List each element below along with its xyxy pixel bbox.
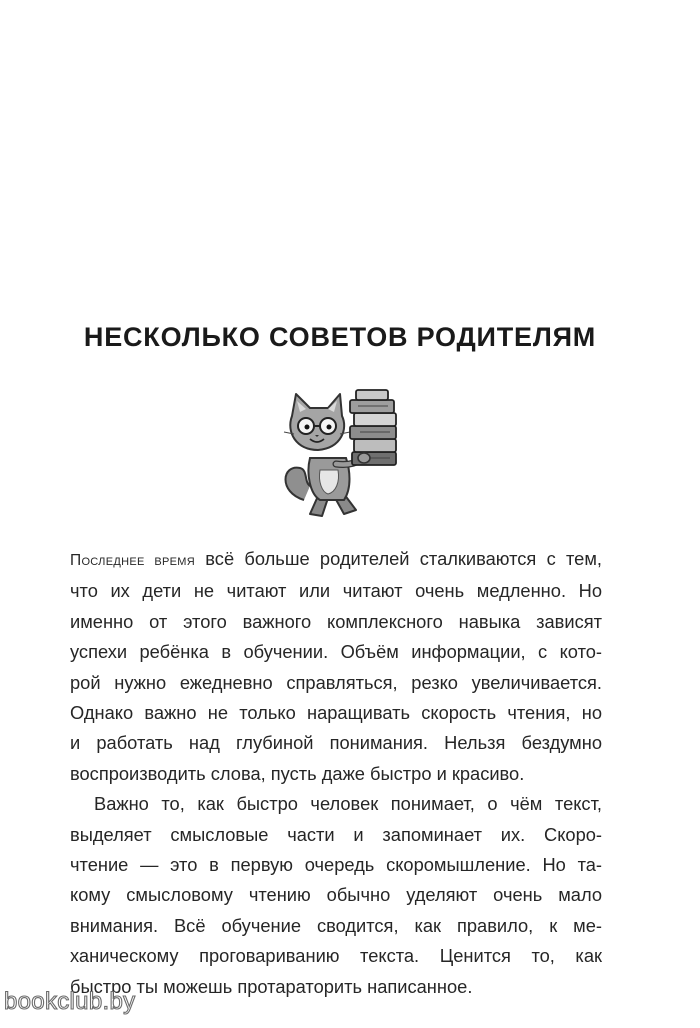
text-line: Однако важно не только наращивать скорость чтения, но <box>70 702 602 724</box>
text-line: чтение — это в первую очередь скоромышление. Но та- <box>70 854 602 876</box>
paragraph-1 <box>70 544 602 789</box>
text-line <box>70 544 602 576</box>
text-line: кому смысловому чтению обычно уделяют очень мало <box>70 884 602 906</box>
text-line: именно от этого важного комплексного навыка зависят <box>70 610 602 632</box>
page-title: НЕСКОЛЬКО СОВЕТОВ РОДИТЕЛЯМ <box>83 322 597 352</box>
text-line: что их дети не читают или читают очень медленно. Но <box>70 580 602 602</box>
text-line: выделяет смысловые части и запоминает их. Скоро- <box>70 823 602 845</box>
text-line: и работать над глубиной понимания. Нельзя бездумно <box>70 732 602 754</box>
text-line: быстро ты можешь протараторить написанное. <box>70 975 473 997</box>
lead-in-small-caps: Последнее время <box>70 552 196 569</box>
paragraph-2 <box>70 789 602 1002</box>
text-line: ханическому проговариванию текста. Ценится то, как <box>70 945 602 967</box>
text-line-rest: всё больше родителей сталкиваются с тем, <box>195 548 602 569</box>
cat-carrying-books-illustration <box>270 382 420 532</box>
text-line: внимания. Всё обучение сводится, как правило, к ме- <box>70 914 602 936</box>
body-text <box>70 544 602 1002</box>
watermark: bookclub.by <box>4 988 136 1015</box>
text-line: воспроизводить слова, пусть даже быстро и красиво. <box>70 762 525 784</box>
text-line: рой нужно ежедневно справляться, резко увеличивается. <box>70 671 602 693</box>
text-line: Важно то, как быстро человек понимает, о чём текст, <box>94 793 602 815</box>
text-line: успехи ребёнка в обучении. Объём информации, с кото- <box>70 641 602 663</box>
